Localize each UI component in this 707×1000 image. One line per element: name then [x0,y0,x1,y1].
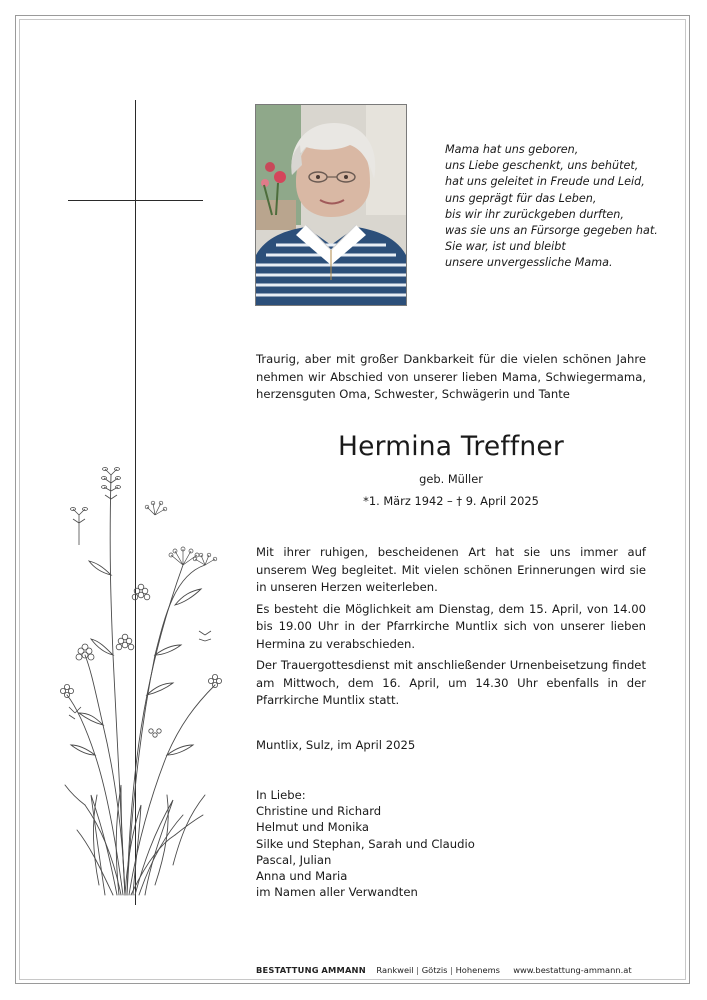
deceased-name: Hermina Treffner [337,431,565,462]
portrait-photo [255,104,407,306]
paragraph: Mit ihrer ruhigen, bescheidenen Art hat sie uns immer auf unserem Weg begleitet. Mit vielen schönen Erinnerungen wird sie in unseren Herzen weiterleben. [256,545,646,594]
intro-text: Traurig, aber mit großer Dankbarkeit für die vielen schönen Jahre nehmen wir Abschied von unserer lieben Mama, Schwiegermama, herzensguten Oma, Schwester, Schwägerin und Tante [256,352,646,401]
poem-line: was sie uns an Fürsorge gegeben hat. [445,224,658,238]
signature-line: Christine und Richard [256,804,382,819]
signature-line: im Namen aller Verwandten [256,885,418,900]
footer-website[interactable]: www.bestattung-ammann.at [513,965,632,975]
poem-line: Mama hat uns geboren, [445,143,579,156]
poem-line: uns Liebe geschenkt, uns behütet, [445,159,639,173]
footer-location: Rankweil [376,965,414,975]
poem-line: unsere unvergessliche Mama. [445,256,613,270]
paragraph: Der Trauergottesdienst mit anschließender Urnenbeisetzung findet am Mittwoch, dem 16. April, um 14.30 Uhr ebenfalls in der Pfarrkirche Muntlix statt. [256,658,646,707]
poem-line: bis wir ihr zurückgeben durften, [445,207,624,221]
cross-horizontal-bar [68,200,203,201]
poem-line: uns geprägt für das Leben, [445,191,597,205]
paragraph: Es besteht die Möglichkeit am Dienstag, dem 15. April, von 14.00 bis 19.00 Uhr in der Pfarrkirche Muntlix sich von unserer lieben Hermina zu verabschieden. [256,601,646,651]
signature-line: Silke und Stephan, Sarah und Claudio [256,836,475,851]
footer: BESTATTUNG AMMANN Rankweil | Götzis | Hohenems www.bestattung-ammann.at [256,965,632,975]
footer-location: Hohenems [455,965,501,975]
footer-location: Götzis [421,965,448,975]
footer-brand-second: AMMANN [321,965,366,975]
place-date: Muntlix, Sulz, im April 2025 [256,738,416,752]
body-text [256,544,646,714]
maiden-name: geb. Müller [419,472,483,486]
poem [445,142,685,272]
signature-line: Pascal, Julian [256,852,332,867]
footer-brand-first: BESTATTUNG [256,965,319,975]
signature-line: Anna und Maria [256,869,348,884]
life-dates: *1. März 1942 – † 9. April 2025 [363,494,539,508]
poem-line: hat uns geleitet in Freude und Leid, [445,175,645,189]
signature-heading: In Liebe: [256,788,306,802]
poem-line: Sie war, ist und bleibt [445,240,566,254]
signature-block [256,787,646,900]
signature-line: Helmut und Monika [256,820,369,835]
wildflower-illustration [55,455,230,900]
